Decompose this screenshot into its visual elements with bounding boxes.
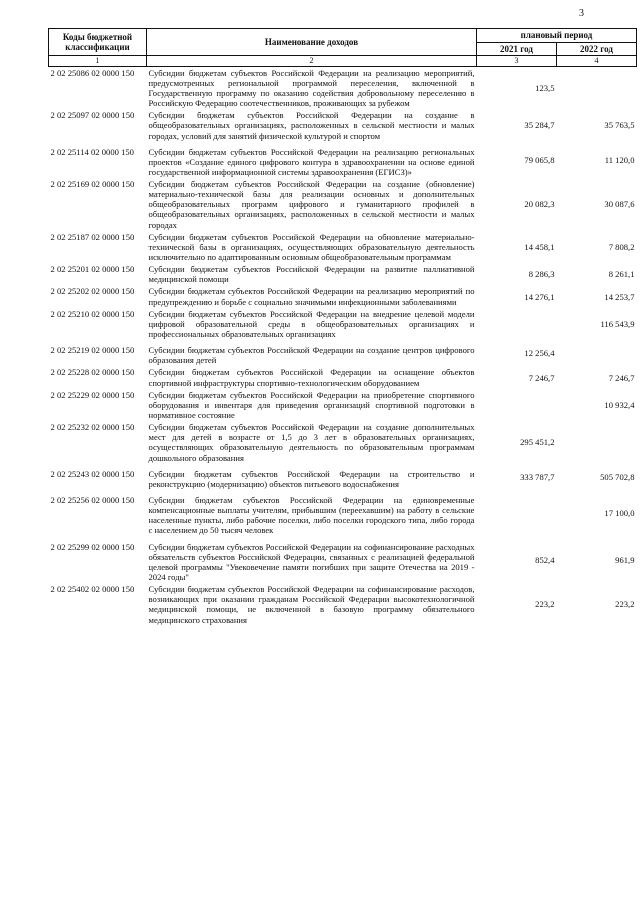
table-row — [49, 421, 637, 464]
row-code: 2 02 25256 02 0000 150 — [50, 495, 135, 505]
row-name: Субсидии бюджетам субъектов Российской Федерации на приобретение спортивного оборудования и инвентаря для приведения организаций спортивной подготовки в нормативное состояние — [148, 389, 475, 421]
value-2021: 7 246,7 — [528, 372, 555, 383]
header-year-2021: 2021 год — [477, 42, 557, 56]
table-row — [49, 490, 637, 537]
row-code: 2 02 25097 02 0000 150 — [50, 110, 135, 121]
row-name: Субсидии бюджетам субъектов Российской Федерации на единовременные компенсационные выплаты учителям, прибывшим (переехавшим) на работу в сельские населенные пункты, либо рабочие поселки, либо поселки городского типа, либо города с населением до 50 тысяч человек — [148, 495, 475, 536]
row-code: 2 02 25086 02 0000 150 — [50, 67, 135, 78]
value-2021: 852,4 — [535, 554, 555, 565]
value-2022: 223,2 — [615, 599, 635, 610]
value-2022: 961,9 — [615, 554, 635, 565]
value-2021: 12 256,4 — [524, 348, 555, 359]
row-name: Субсидии бюджетам субъектов Российской Федерации на оснащение объектов спортивной инфраструктуры спортивно-технологическим оборудованием — [148, 367, 475, 388]
row-name: Субсидии бюджетам субъектов Российской Федерации на софинансирование расходных обязательств субъектов Российской Федерации, связанных с реализацией федеральной целевой программы "Увековечение памяти погибших при защите Отечества на 2019 - 2024 годы" — [148, 541, 475, 582]
row-name: Субсидии бюджетам субъектов Российской Федерации на обновление материально-технической базы в организациях, осуществляющих образовательную деятельность исключительно по адаптированным основным общеобразовательным программам — [148, 231, 475, 263]
row-code: 2 02 25201 02 0000 150 — [50, 264, 135, 275]
value-2021 — [477, 308, 557, 340]
row-code: 2 02 25210 02 0000 150 — [50, 308, 135, 319]
header-code: Коды бюджетной классификации — [49, 29, 147, 56]
page-number: 3 — [579, 8, 584, 19]
row-name: Субсидии бюджетам субъектов Российской Федерации на реализацию региональных проектов «Создание единого цифрового контура в здравоохранении на основе единой государственной информационной системы здравоохранения (ЕГИСЗ)» — [148, 146, 475, 177]
value-2021: 123,5 — [535, 82, 555, 93]
value-2021: 223,2 — [535, 599, 555, 610]
table-row — [49, 340, 637, 366]
table-row — [49, 231, 637, 263]
header-planned-period: плановый период — [477, 29, 637, 43]
value-2022 — [557, 66, 637, 109]
table-row — [49, 263, 637, 285]
value-2022: 7 808,2 — [608, 241, 635, 252]
value-2022: 8 261,1 — [608, 269, 635, 280]
row-name: Субсидии бюджетам субъектов Российской Федерации на строительство и реконструкцию (модернизацию) объектов питьевого водоснабжения — [148, 468, 475, 489]
value-2022: 11 120,0 — [604, 154, 635, 165]
value-2022: 30 087,6 — [604, 199, 635, 210]
value-2021: 79 065,8 — [524, 154, 555, 165]
table-row — [49, 109, 637, 141]
value-2021 — [477, 389, 557, 421]
header-year-2022: 2022 год — [557, 42, 637, 56]
value-2021: 35 284,7 — [524, 120, 555, 131]
table-row — [49, 537, 637, 584]
value-2021: 14 276,1 — [524, 291, 555, 302]
table-row — [49, 464, 637, 490]
row-name: Субсидии бюджетам субъектов Российской Федерации на создание в общеобразовательных организациях, расположенных в сельской местности и малых городах, условий для занятий физической культурой и спортом — [148, 110, 475, 141]
value-2022: 10 932,4 — [604, 399, 635, 410]
row-name: Субсидии бюджетам субъектов Российской Федерации на создание (обновление) материально-технической базы для реализации основных и дополнительных общеобразовательных программ цифрового и гуманитарного профилей в общеобразовательных организациях, расположенных в сельской местности и малых городах — [148, 179, 475, 230]
column-index-3: 3 — [477, 56, 557, 66]
row-code: 2 02 25114 02 0000 150 — [50, 146, 134, 157]
table-body — [49, 66, 637, 626]
table-row — [49, 583, 637, 626]
income-table — [48, 28, 637, 626]
row-name: Субсидии бюджетам субъектов Российской Федерации на внедрение целевой модели цифровой образовательной среды в общеобразовательных организациях и профессиональных образовательных организациях — [148, 308, 475, 340]
value-2022: 505 702,8 — [600, 471, 635, 482]
row-code: 2 02 25187 02 0000 150 — [50, 231, 135, 242]
column-index-4: 4 — [557, 56, 637, 66]
row-name: Субсидии бюджетам субъектов Российской Федерации на создание центров цифрового образования детей — [148, 345, 475, 366]
table-row — [49, 285, 637, 307]
row-code: 2 02 25299 02 0000 150 — [50, 541, 135, 552]
value-2022: 116 543,9 — [600, 318, 635, 329]
row-code: 2 02 25169 02 0000 150 — [50, 179, 135, 190]
table-header — [49, 29, 637, 67]
table-row — [49, 308, 637, 340]
row-name: Субсидии бюджетам субъектов Российской Федерации на реализацию мероприятий, предусмотренных региональной программой переселения, включенной в Государственную программу по оказанию содействия добровольному переселению в Российскую Федерацию соотечественников, проживающих за рубежом — [148, 67, 475, 109]
table-row — [49, 142, 637, 178]
value-2022 — [557, 340, 637, 366]
row-name: Субсидии бюджетам субъектов Российской Федерации на реализацию мероприятий по предупреждению и борьбе с социально значимыми инфекционными заболеваниями — [148, 286, 475, 307]
row-code: 2 02 25228 02 0000 150 — [50, 367, 135, 378]
row-code: 2 02 25232 02 0000 150 — [50, 422, 135, 433]
value-2021: 295 451,2 — [520, 437, 555, 448]
value-2021: 8 286,3 — [528, 269, 555, 280]
row-code: 2 02 25229 02 0000 150 — [50, 389, 135, 400]
column-index-2: 2 — [147, 56, 477, 66]
row-code: 2 02 25202 02 0000 150 — [50, 286, 135, 297]
row-name: Субсидии бюджетам субъектов Российской Федерации на софинансирование расходов, возникающих при оказании гражданам Российской Федерации высокотехнологичной медицинской помощи, не включенной в базовую программу обязательного медицинского страхования — [148, 584, 475, 625]
table-row — [49, 178, 637, 231]
row-name: Субсидии бюджетам субъектов Российской Федерации на создание дополнительных мест для детей в возрасте от 1,5 до 3 лет в образовательных организациях, осуществляющих образовательную деятельность по образовательным программам дошкольного образования — [148, 422, 475, 463]
row-code: 2 02 25402 02 0000 150 — [50, 584, 135, 595]
row-code: 2 02 25219 02 0000 150 — [50, 345, 135, 356]
row-name: Субсидии бюджетам субъектов Российской Федерации на развитие паллиативной медицинской помощи — [148, 264, 475, 285]
header-name: Наименование доходов — [147, 29, 477, 56]
value-2021: 20 082,3 — [524, 199, 555, 210]
table-row — [49, 389, 637, 421]
value-2021 — [477, 490, 557, 537]
table-row — [49, 66, 637, 109]
value-2021: 333 787,7 — [520, 471, 555, 482]
value-2022: 17 100,0 — [604, 508, 635, 519]
column-index-1: 1 — [49, 56, 147, 66]
table-row — [49, 366, 637, 388]
value-2022: 14 253,7 — [604, 291, 635, 302]
value-2022: 35 763,5 — [604, 120, 635, 131]
value-2022 — [557, 421, 637, 464]
value-2021: 14 458,1 — [524, 241, 555, 252]
value-2022: 7 246,7 — [608, 372, 635, 383]
row-code: 2 02 25243 02 0000 150 — [50, 468, 135, 479]
